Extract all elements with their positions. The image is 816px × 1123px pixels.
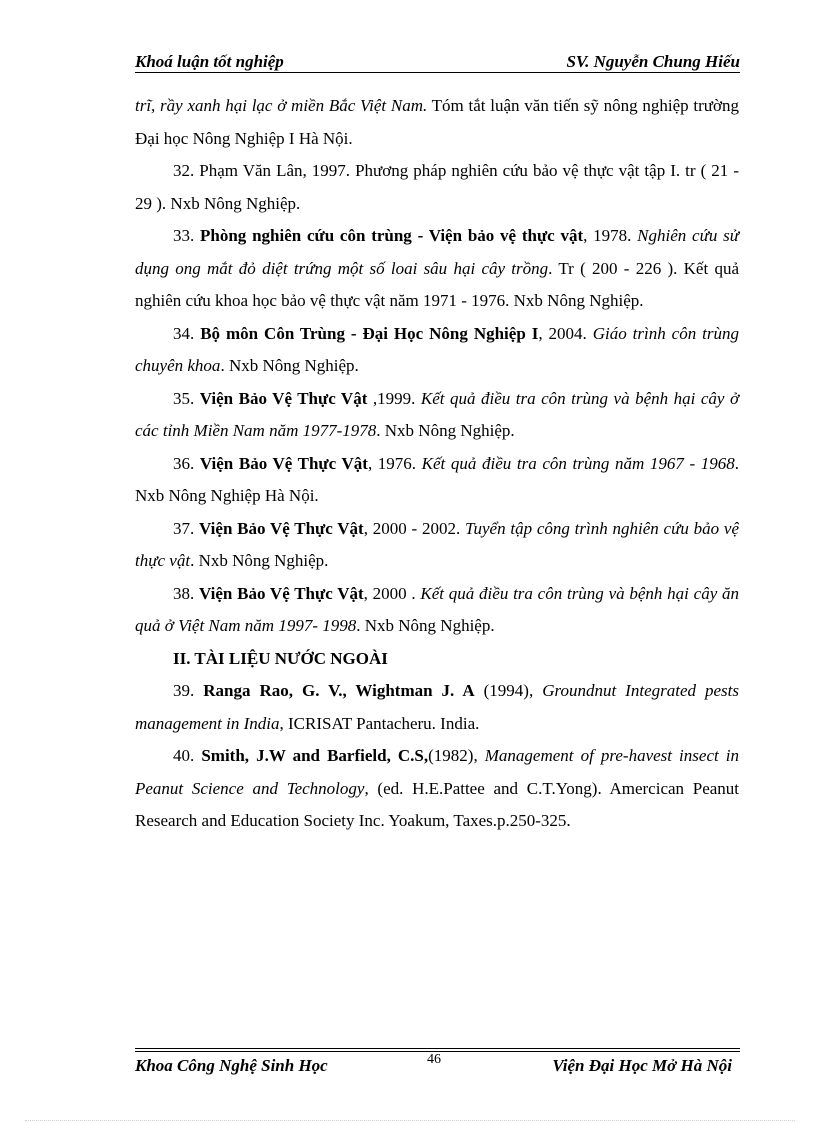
ref-year: , 2000 . <box>363 583 421 603</box>
section-title: II. TÀI LIỆU NƯỚC NGOÀI <box>173 648 388 668</box>
ref-title: Groundnut Integrated pests management in India <box>135 681 739 733</box>
ref-author: Viện Bảo Vệ Thực Vật <box>199 388 368 408</box>
header-rule <box>135 72 740 73</box>
reference-item <box>135 155 739 220</box>
ref-publisher: . Nxb Nông Nghiệp Hà Nội. <box>135 453 740 505</box>
ref-publisher: . Nxb Nông Nghiệp. <box>190 551 329 570</box>
ref-publisher: , (ed. H.E.Pattee and C.T.Yong). Amercican Peanut Research and Education Society Inc. Yoakum, Taxes.p.250-325. <box>135 778 740 830</box>
ref-title: Nghiên cứu sử dụng ong mắt đỏ diệt trứng một số loai sâu hại cây trồng <box>135 226 740 278</box>
ref-number: 33. <box>173 226 195 245</box>
reference-item <box>135 318 739 383</box>
page-header <box>135 52 740 72</box>
ref-number: 32. <box>173 161 195 180</box>
reference-item <box>135 675 739 740</box>
ref-number: 39. <box>173 681 195 700</box>
ref-title: Kết quả điều tra côn trùng và bệnh hại cây ăn quả ở Việt Nam năm 1997- 1998 <box>135 583 740 635</box>
ref-author: Viện Bảo Vệ Thực Vật <box>199 583 364 603</box>
footer-rule <box>135 1048 740 1049</box>
ref-author: Viện Bảo Vệ Thực Vật <box>199 453 368 473</box>
reference-continuation <box>135 90 739 155</box>
ref-publisher: . Nxb Nông Nghiệp. <box>376 421 515 440</box>
ref-title: Kết quả điều tra côn trùng và bệnh hại cây ở các tỉnh Miền Nam năm 1977-1978 <box>135 388 740 440</box>
reference-item <box>135 578 739 643</box>
ref-title: Management of pre-havest insect in Peanut Science and Technology <box>135 746 740 798</box>
ref-text: Phạm Văn Lân, 1997. Phương pháp nghiên cứu bảo vệ thực vật tập I. tr ( 21 - 29 ). Nxb Nông Nghiệp. <box>135 161 739 213</box>
ref-publisher: , ICRISAT Pantacheru. India. <box>279 713 480 733</box>
reference-item <box>135 740 739 838</box>
page-edge <box>25 1120 795 1121</box>
header-right-author: SV. Nguyễn Chung Hiếu <box>566 52 740 71</box>
reference-item <box>135 220 739 318</box>
ref-number: 38. <box>173 583 195 603</box>
ref-number: 40. <box>173 746 195 765</box>
footer-right-institute: Viện Đại Học Mở Hà Nội <box>552 1056 732 1075</box>
ref-number: 37. <box>173 518 195 538</box>
header-left-title: Khoá luận tốt nghiệp <box>135 52 284 71</box>
ref-title: Giáo trình côn trùng chuyên khoa <box>135 323 740 375</box>
ref-author: Ranga Rao, G. V., Wightman J. A <box>203 681 475 700</box>
intro-rest: Tóm tắt luận văn tiến sỹ nông nghiệp trường Đại học Nông Nghiệp I Hà Nội. <box>135 96 739 148</box>
references-body <box>135 90 739 838</box>
ref-author: Viện Bảo Vệ Thực Vật <box>199 518 364 538</box>
ref-publisher: . Nxb Nông Nghiệp. <box>220 356 359 375</box>
ref-year: ,1999. <box>367 388 421 408</box>
page-number: 46 <box>427 1052 441 1067</box>
ref-publisher: . Tr ( 200 - 226 ). Kết quả nghiên cứu khoa học bảo vệ thực vật năm 1971 - 1976. Nxb Nông Nghiệp. <box>135 258 739 310</box>
intro-italic: trĩ, rầy xanh hại lạc ở miền Bắc Việt Nam. <box>135 96 428 115</box>
ref-number: 36. <box>173 453 195 473</box>
ref-year: , 2000 - 2002. <box>363 518 465 538</box>
page-footer <box>135 1052 740 1078</box>
ref-title: Kết quả điều tra côn trùng năm 1967 - 1968 <box>421 453 735 473</box>
ref-year: , 1978. <box>583 226 638 245</box>
ref-year: , 1976. <box>367 453 422 473</box>
ref-number: 35. <box>173 388 195 408</box>
ref-title: Tuyển tập công trình nghiên cứu bảo vệ thực vật <box>135 518 740 570</box>
ref-year: (1994), <box>474 681 543 700</box>
footer-left-faculty: Khoa Công Nghệ Sinh Học <box>135 1056 328 1075</box>
reference-item <box>135 448 739 513</box>
ref-author: Smith, J.W and Barfield, C.S, <box>201 746 429 765</box>
reference-item <box>135 513 739 578</box>
ref-year: (1982), <box>428 746 485 765</box>
ref-number: 34. <box>173 323 195 343</box>
ref-year: , 2004. <box>538 323 593 343</box>
ref-author: Phòng nghiên cứu côn trùng - Viện bảo vệ thực vật <box>200 226 584 245</box>
ref-author: Bộ môn Côn Trùng - Đại Học Nông Nghiệp I <box>200 323 539 343</box>
ref-publisher: . Nxb Nông Nghiệp. <box>356 616 495 635</box>
reference-item <box>135 383 739 448</box>
